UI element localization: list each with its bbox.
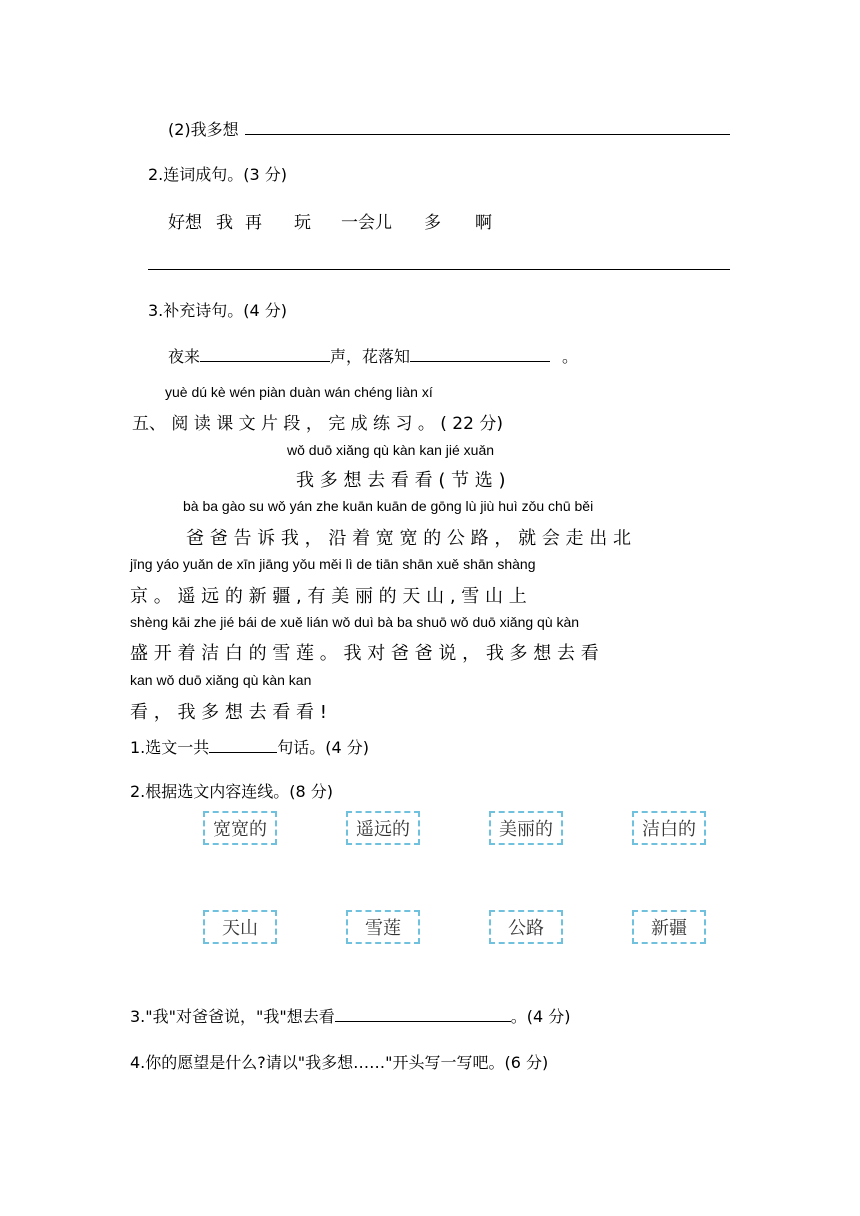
passage-pinyin: shèng kāi zhe jié bái de xuě lián wǒ duì bà ba shuō wǒ duō xiǎng qù kàn xyxy=(130,614,580,630)
word: 再 xyxy=(245,213,262,233)
match-box-bottom[interactable]: 天山 xyxy=(203,910,277,944)
word: 一会儿 xyxy=(341,213,392,233)
poem-text: 声，花落知 xyxy=(330,347,411,366)
answer-line[interactable] xyxy=(148,269,730,270)
answer-line[interactable] xyxy=(245,134,730,135)
passage-title: 我 多 想 去 看 看 ( 节 选 ) xyxy=(296,470,506,491)
match-box-top[interactable]: 美丽的 xyxy=(489,811,563,845)
word-list xyxy=(168,208,492,233)
question-title: 4.你的愿望是什么?请以"我多想……"开头写一写吧。(6 分) xyxy=(130,1053,549,1072)
question-title: 3.补充诗句。(4 分) xyxy=(148,301,288,320)
q1-part2-label: (2)我多想 xyxy=(168,120,239,139)
word: 玩 xyxy=(294,213,311,233)
match-box-bottom[interactable]: 公路 xyxy=(489,910,563,944)
answer-blank[interactable] xyxy=(410,347,550,362)
question-title: 2.根据选文内容连线。(8 分) xyxy=(130,782,334,801)
question-title: 2.连词成句。(3 分) xyxy=(148,165,288,184)
passage-pinyin: kan wǒ duō xiǎng qù kàn kan xyxy=(130,672,312,688)
passage-line: 爸 爸 告 诉 我 ， 沿 着 宽 宽 的 公 路 ， 就 会 走 出 北 xyxy=(186,528,631,549)
answer-blank[interactable] xyxy=(200,347,330,362)
word: 我 xyxy=(216,213,233,233)
title-pinyin: wǒ duō xiǎng qù kàn kan jié xuǎn xyxy=(287,442,495,458)
poem-text: 。 xyxy=(562,347,579,366)
passage-pinyin: bà ba gào su wǒ yán zhe kuān kuān de gōng lù jiù huì zǒu chū běi xyxy=(183,498,594,514)
answer-blank[interactable] xyxy=(335,1007,511,1022)
word: 多 xyxy=(424,213,441,233)
passage-pinyin: jīng yáo yuǎn de xīn jiāng yǒu měi lì de tiān shān xuě shān shàng xyxy=(130,556,536,572)
match-box-bottom[interactable]: 雪莲 xyxy=(346,910,420,944)
answer-blank[interactable] xyxy=(209,738,277,753)
match-box-top[interactable]: 洁白的 xyxy=(632,811,706,845)
poem-text: 夜来 xyxy=(168,347,201,366)
word: 啊 xyxy=(475,213,492,233)
word: 好想 xyxy=(168,213,202,233)
question-text: 1.选文一共 xyxy=(130,738,210,757)
question-text: 3."我"对爸爸说，"我"想去看 xyxy=(130,1007,335,1026)
section-header: 五、 阅 读 课 文 片 段 ， 完 成 练 习 。 ( 22 分) xyxy=(132,414,503,434)
passage-line: 盛 开 着 洁 白 的 雪 莲 。 我 对 爸 爸 说 ， 我 多 想 去 看 xyxy=(130,643,599,664)
match-box-bottom[interactable]: 新疆 xyxy=(632,910,706,944)
question-text: 。(4 分) xyxy=(510,1007,571,1026)
question-text: 句话。(4 分) xyxy=(277,738,370,757)
header-pinyin: yuè dú kè wén piàn duàn wán chéng liàn xí xyxy=(165,384,433,400)
poem-fill xyxy=(168,344,578,367)
match-box-top[interactable]: 遥远的 xyxy=(346,811,420,845)
question-1 xyxy=(130,735,369,758)
match-box-top[interactable]: 宽宽的 xyxy=(203,811,277,845)
passage-line: 京 。 遥 远 的 新 疆 , 有 美 丽 的 天 山 , 雪 山 上 xyxy=(130,586,527,607)
passage-line: 看 ， 我 多 想 去 看 看 ! xyxy=(130,702,327,723)
question-3 xyxy=(130,1004,570,1027)
